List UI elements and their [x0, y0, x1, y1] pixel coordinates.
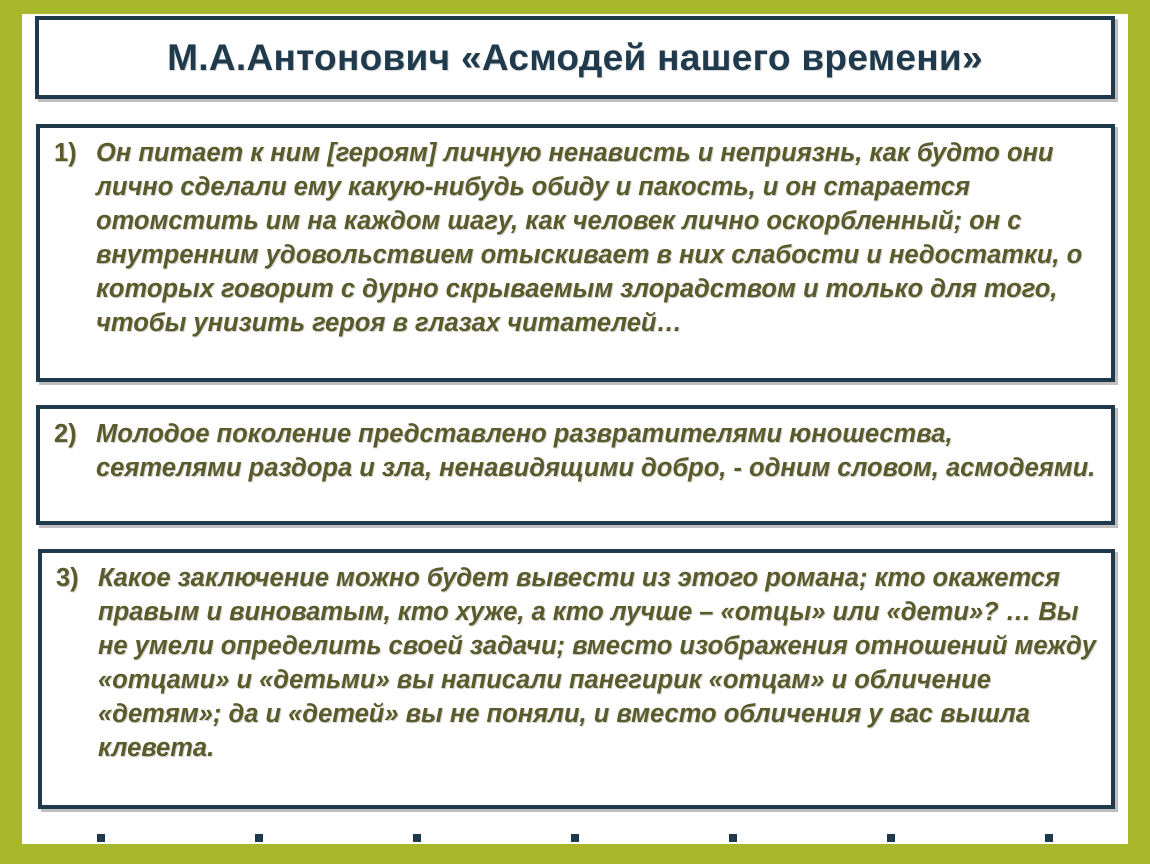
- quote-box-1: [36, 124, 1115, 382]
- quote-3: [42, 561, 1111, 765]
- quote-1: [40, 136, 1111, 340]
- quote-text-2: Молодое поколение представлено развратителями юношества, сеятелями раздора и зла, ненавидящими добро, - одним словом, асмодеями.: [96, 420, 1096, 482]
- quote-text-3: Какое заключение можно будет вывести из этого романа; кто окажется правым и виноватым, кто хуже, а кто лучше – «отцы» или «дети»? … Вы не умели определить своей задачи; вместо изображения отношений между «отцами» и «детьми» вы написали панегирик «отцам» и обличение «детям»; да и «детей» вы не поняли, и вместо обличения у вас вышла клевета.: [98, 564, 1096, 762]
- quote-box-2: [36, 405, 1115, 525]
- quote-box-3: [38, 549, 1115, 809]
- quote-2: [40, 417, 1111, 485]
- quote-text-1: Он питает к ним [героям] личную ненависть и неприязнь, как будто они лично сделали ему какую-нибудь обиду и пакость, и он старается отомстить им на каждом шагу, как человек лично оскорбленный; он с внутренним удовольствием отыскивает в них слабости и недостатки, о которых говорит с дурно скрываемым злорадством и только для того, чтобы унизить героя в глазах читателей…: [96, 139, 1083, 337]
- quote-number-2: 2): [54, 420, 77, 448]
- slide-title: М.А.Антонович «Асмодей нашего времени»: [167, 36, 983, 78]
- quote-number-3: 3): [56, 564, 79, 592]
- quote-number-1: 1): [54, 139, 77, 167]
- bottom-decor-stripe: [22, 832, 1128, 842]
- title-box: [35, 16, 1115, 99]
